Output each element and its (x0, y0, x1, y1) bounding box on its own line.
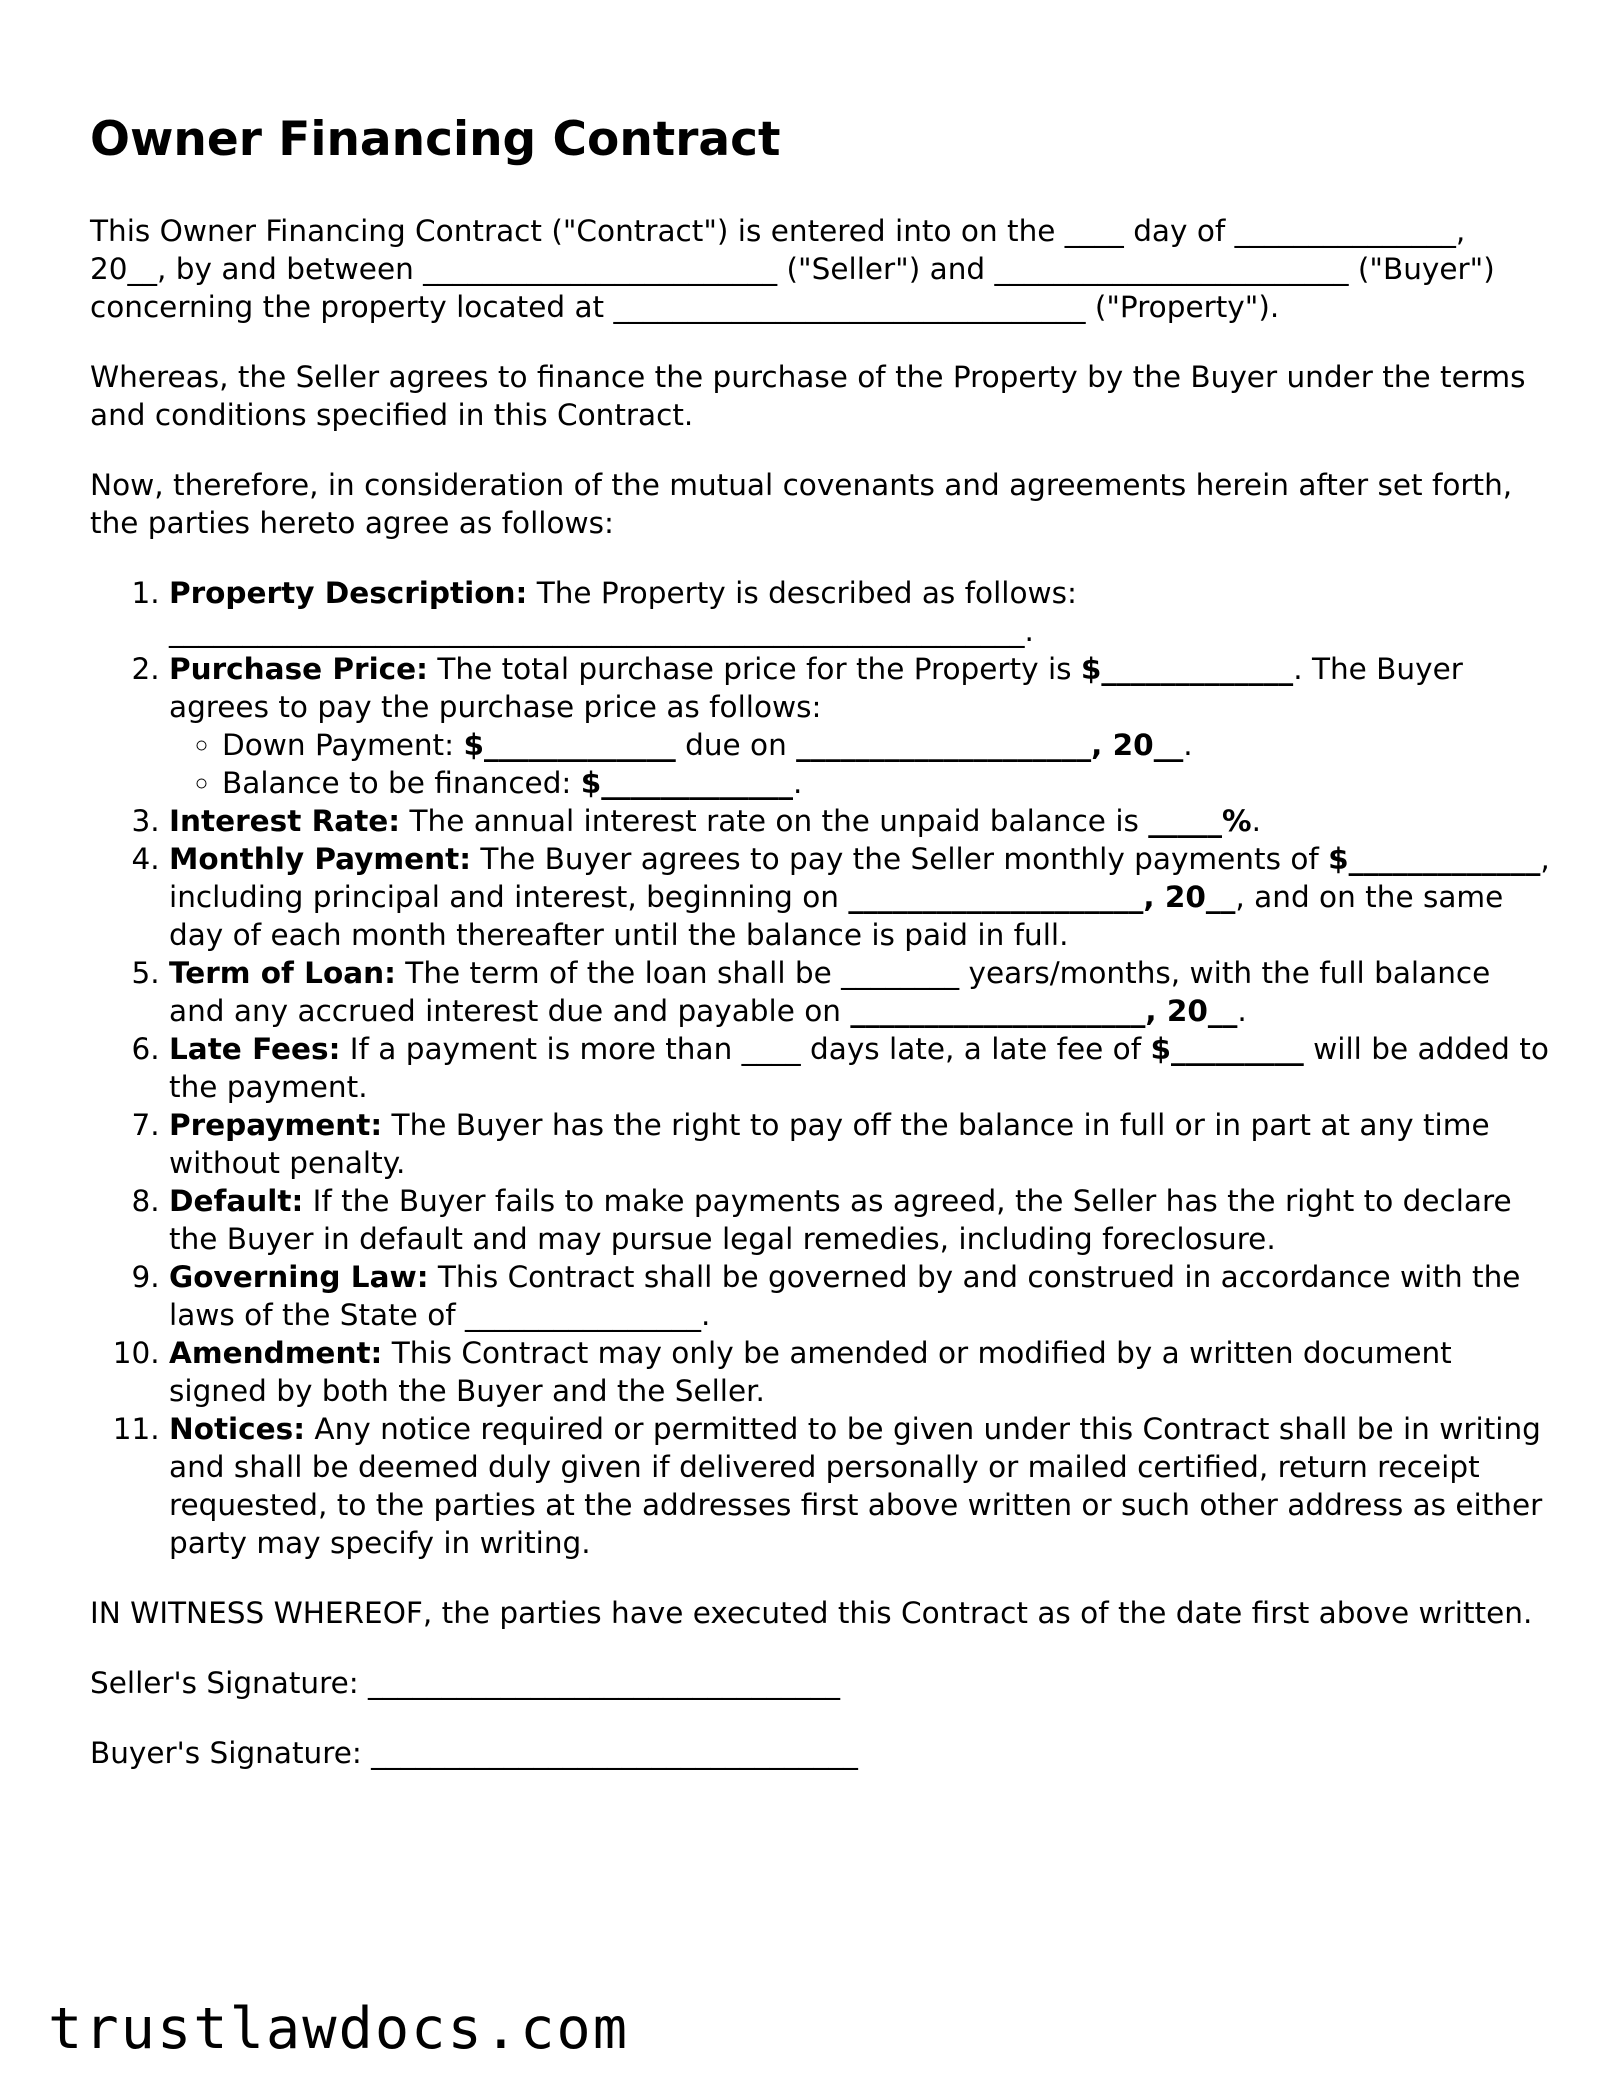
term-title: Property Description: (169, 576, 528, 610)
term-text: The Buyer has the right to pay off the balance in full or in part at any time without penalty. (169, 1108, 1490, 1180)
terms-list (90, 574, 1550, 1562)
term-amendment (169, 1334, 1550, 1410)
down-payment-amount-blank: $_____________ (463, 728, 676, 762)
term-text: If the Buyer fails to make payments as agreed, the Seller has the right to declare the Buyer in default and may pursue legal remedies, including foreclosure. (169, 1184, 1512, 1256)
purchase-price-blank: $_____________ (1080, 652, 1294, 686)
term-text: will be added to the payment. (169, 1032, 1549, 1104)
term-text: If a payment is more than ____ days late, a late fee of (340, 1032, 1151, 1066)
term-title: Monthly Payment: (169, 842, 472, 876)
term-text: The total purchase price for the Property is (427, 652, 1081, 686)
term-loan-term: 5. Term of Loan: The term of the loan shall be ________ years/months, with the full balance and any accrued interest due and payable on ____________________, 20__. (169, 954, 1550, 1030)
document-title: Owner Financing Contract (90, 112, 781, 167)
now-therefore-paragraph: Now, therefore, in consideration of the mutual covenants and agreements herein after set forth, the parties hereto agree as follows: (90, 468, 1513, 540)
loan-due-date-blank: ____________________, 20__ (850, 994, 1238, 1028)
term-title: Interest Rate: (169, 804, 401, 838)
term-text: The Buyer agrees to pay the Seller monthly payments of (471, 842, 1329, 876)
buyer-signature-line: Buyer's Signature: _________________________________ (90, 1736, 858, 1770)
interest-rate-blank: _____% (1148, 804, 1252, 838)
seller-signature-line: Seller's Signature: ________________________________ (90, 1666, 841, 1700)
term-title: Late Fees: (169, 1032, 341, 1066)
contract-page (90, 108, 1550, 1804)
term-title: Prepayment: (169, 1108, 383, 1142)
payment-breakdown-list (169, 726, 1550, 802)
term-prepayment (169, 1106, 1550, 1182)
term-late-fees (169, 1030, 1550, 1106)
term-text: , including principal and interest, beginning on (169, 842, 1550, 914)
balance-amount-blank: $_____________ (580, 766, 794, 800)
term-text: , and on the same day of each month thereafter until the balance is paid in full. (169, 880, 1504, 952)
term-default (169, 1182, 1550, 1258)
term-text: This Contract shall be governed by and construed in accordance with the laws of the State of ________________. (169, 1260, 1521, 1332)
term-text: Any notice required or permitted to be given under this Contract shall be in writing and shall be deemed duly given if delivered personally or mailed certified, return receipt requested, to the parties at the addresses first above written or such other address as either party may specify in writing. (169, 1412, 1543, 1560)
term-title: Purchase Price: (169, 652, 428, 686)
term-text: The term of the loan shall be ________ years/months, with the full balance and any accrued interest due and payable on (169, 956, 1491, 1028)
witness-paragraph: IN WITNESS WHEREOF, the parties have executed this Contract as of the date first above written. (90, 1596, 1533, 1630)
term-notices (169, 1410, 1550, 1562)
term-interest-rate: 3. Interest Rate: The annual interest rate on the unpaid balance is _____%. (169, 802, 1550, 840)
term-title: Default: (169, 1184, 304, 1218)
term-governing-law (169, 1258, 1550, 1334)
term-text: The annual interest rate on the unpaid balance is (400, 804, 1149, 838)
term-purchase-price (169, 650, 1550, 802)
down-payment-date-blank: ____________________, 20__ (796, 728, 1184, 762)
site-watermark: trustlawdocs.com (48, 1996, 630, 2062)
term-text: This Contract may only be amended or modified by a written document signed by both the Buyer and the Seller. (169, 1336, 1452, 1408)
intro-paragraph: This Owner Financing Contract ("Contract") is entered into on the ____ day of _______________, 20__, by and between ________________________ ("Seller") and ________________________ ("Buyer") concerning the property located at ________________________________ ("Property"). (90, 214, 1495, 324)
down-payment-item: ◦ Down Payment: $_____________ due on ____________________, 20__. (222, 726, 1550, 764)
whereas-paragraph: Whereas, the Seller agrees to finance the purchase of the Property by the Buyer under the terms and conditions specified in this Contract. (90, 360, 1526, 432)
term-title: Amendment: (169, 1336, 383, 1370)
monthly-start-date-blank: ____________________, 20__ (848, 880, 1236, 914)
term-monthly-payment (169, 840, 1550, 954)
term-text: The Property is described as follows: __________________________________________________________. (169, 576, 1077, 648)
term-property-description (169, 574, 1550, 650)
late-fee-amount-blank: $_________ (1150, 1032, 1304, 1066)
term-title: Term of Loan: (169, 956, 396, 990)
term-text: . The Buyer agrees to pay the purchase price as follows: (169, 652, 1463, 724)
balance-financed-item: ◦ Balance to be financed: $_____________. (222, 764, 1550, 802)
term-title: Notices: (169, 1412, 306, 1446)
monthly-amount-blank: $_____________ (1328, 842, 1541, 876)
term-title: Governing Law: (169, 1260, 429, 1294)
